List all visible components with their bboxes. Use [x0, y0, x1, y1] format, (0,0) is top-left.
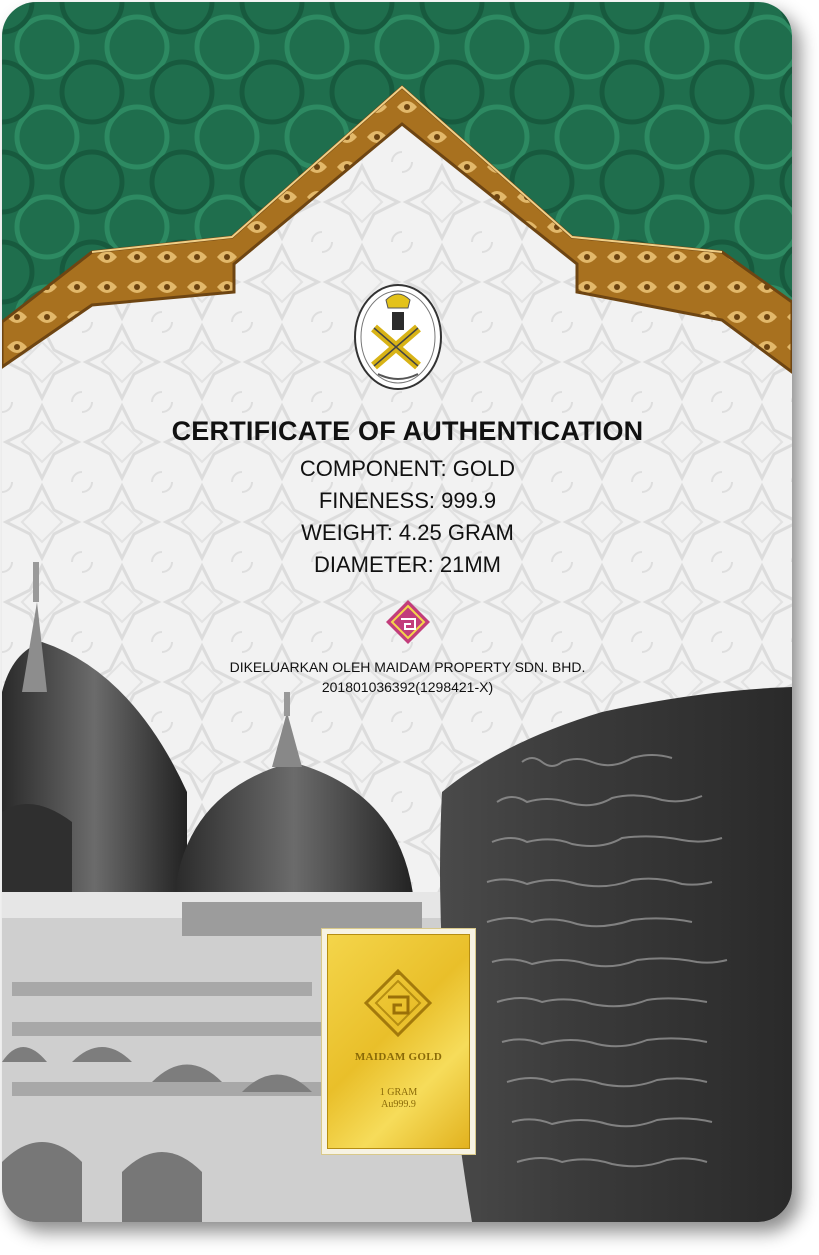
- diameter-line: DIAMETER: 21MM: [313, 552, 502, 577]
- fineness-line: FINENESS: 999.9: [318, 488, 497, 513]
- gold-bar-brand: MAIDAM GOLD: [354, 1051, 443, 1063]
- maidam-gold-logo-emboss: [362, 967, 434, 1039]
- issuer-registration: 201801036392(1298421-X): [321, 679, 494, 695]
- certificate-card: [2, 2, 792, 1222]
- component-line: COMPONENT: GOLD: [299, 456, 516, 481]
- gold-bar: [327, 934, 470, 1149]
- weight-line: WEIGHT: 4.25 GRAM: [301, 520, 514, 545]
- certificate-title: CERTIFICATE OF AUTHENTICATION: [171, 416, 644, 446]
- gold-bar-weight: 1 GRAM: [379, 1087, 418, 1098]
- state-emblem-crest: [352, 282, 444, 392]
- gold-bar-purity: Au999.9: [381, 1099, 416, 1110]
- gold-bar-weight-block: [328, 1087, 469, 1111]
- issuer-company: DIKELUARKAN OLEH MAIDAM PROPERTY SDN. BHD.: [229, 659, 586, 675]
